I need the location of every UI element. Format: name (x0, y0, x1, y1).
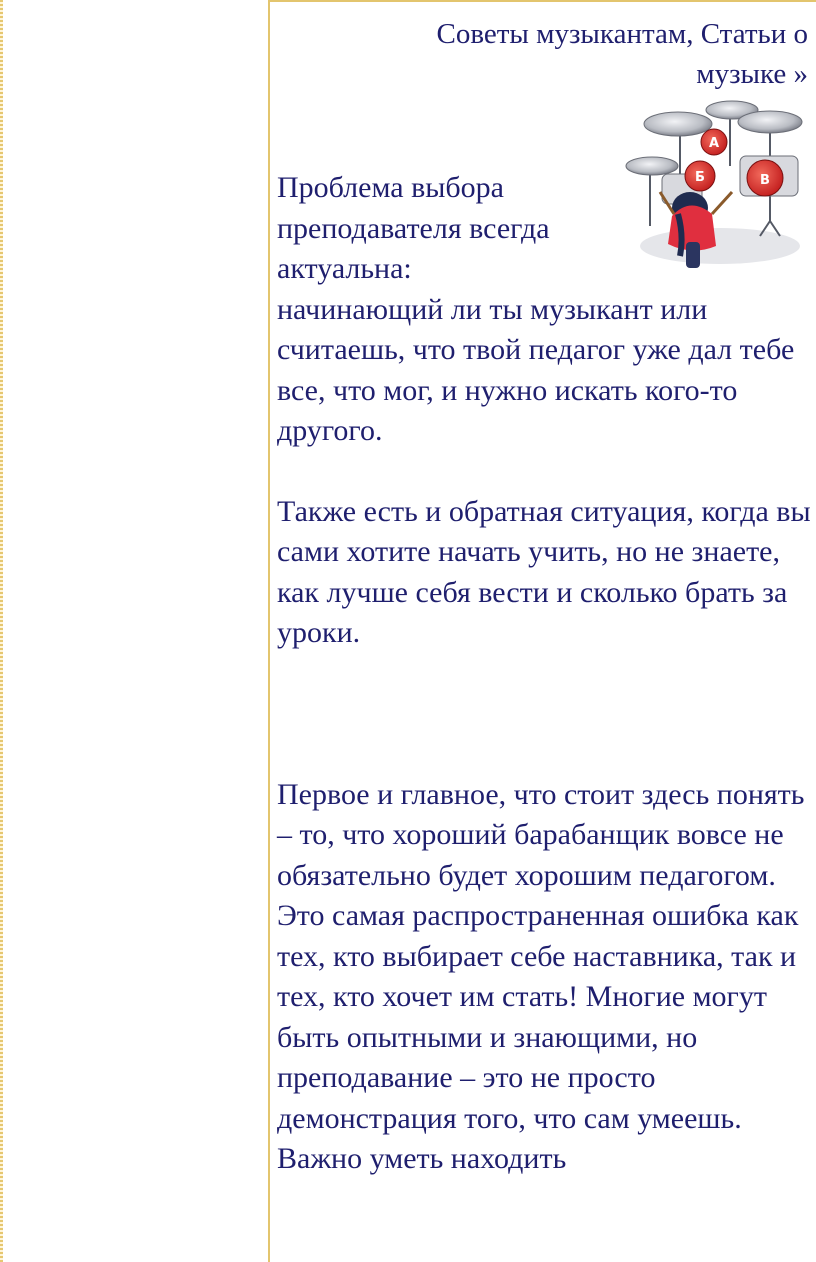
left-decorative-border (0, 0, 3, 1262)
article-body (277, 168, 813, 1180)
breadcrumb (348, 14, 808, 94)
category-link-music-articles[interactable]: Статьи о музыке (696, 18, 808, 90)
article-paragraph-intro: Проблема выбора преподавателя всегда актуальна: (277, 171, 550, 285)
more-arrow-link[interactable]: » (793, 58, 808, 90)
drum-label-a: А (708, 136, 720, 151)
drum-label-v: В (760, 173, 770, 188)
article-paragraph-main-point: Первое и главное, что стоит здесь понять – то, что хороший барабанщик вовсе не обязательно будет хорошим педагогом. Это самая распространенная ошибка как тех, кто выбирает себе наставника, так и тех, кто хочет им стать! Многие могут быть опытными и знающими, но преподавание – это не просто демонстрация того, что сам умеешь. Важно уметь находить (277, 777, 805, 1175)
category-link-tips-for-musicians[interactable]: Советы музыкантам, (436, 18, 694, 50)
article-paragraph-intro-continued: начинающий ли ты музыкант или считаешь, что твой педагог уже дал тебе все, что мог, и нужно искать кого-то другого. (277, 292, 795, 447)
drum-label-b: Б (695, 170, 705, 185)
article-paragraph-reverse-situation: Также есть и обратная ситуация, когда вы сами хотите начать учить, но не знаете, как лучше себя вести и сколько брать за уроки. (277, 494, 811, 649)
